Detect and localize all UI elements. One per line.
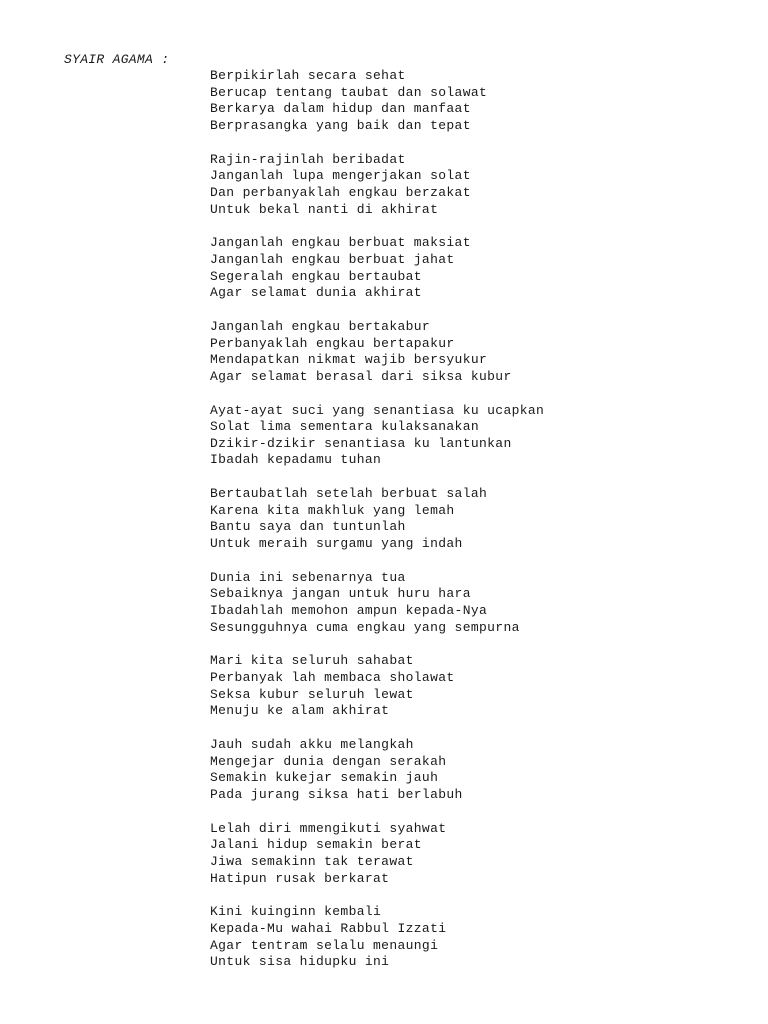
stanza-8 bbox=[210, 653, 544, 720]
poem-line: Janganlah lupa mengerjakan solat bbox=[210, 168, 471, 184]
poem-line: Jiwa semakinn tak terawat bbox=[210, 853, 414, 869]
poem-line: Agar selamat berasal dari siksa kubur bbox=[210, 368, 512, 384]
stanza-2 bbox=[210, 152, 544, 219]
stanza-7 bbox=[210, 570, 544, 637]
stanza-5 bbox=[210, 403, 544, 470]
poem-line: Dunia ini sebenarnya tua bbox=[210, 569, 406, 585]
poem-line: Lelah diri mmengikuti syahwat bbox=[210, 820, 447, 836]
poem-line: Berprasangka yang baik dan tepat bbox=[210, 117, 471, 133]
stanza-10 bbox=[210, 821, 544, 888]
poem-line: Solat lima sementara kulaksanakan bbox=[210, 419, 479, 435]
poem-line: Ayat-ayat suci yang senantiasa ku ucapkan bbox=[210, 402, 545, 418]
poem-line: Perbanyaklah engkau bertapakur bbox=[210, 335, 455, 351]
poem-line: Mari kita seluruh sahabat bbox=[210, 653, 414, 669]
poem-line: Bantu saya dan tuntunlah bbox=[210, 519, 406, 535]
poem-line: Jalani hidup semakin berat bbox=[210, 837, 422, 853]
poem-line: Hatipun rusak berkarat bbox=[210, 870, 390, 886]
poem-line: Berkarya dalam hidup dan manfaat bbox=[210, 101, 471, 117]
poem-line: Dan perbanyaklah engkau berzakat bbox=[210, 184, 471, 200]
poem-line: Mendapatkan nikmat wajib bersyukur bbox=[210, 352, 488, 368]
stanza-1 bbox=[210, 68, 544, 135]
poem-line: Karena kita makhluk yang lemah bbox=[210, 502, 455, 518]
poem-line: Bertaubatlah setelah berbuat salah bbox=[210, 486, 488, 502]
poem-line: Menuju ke alam akhirat bbox=[210, 703, 390, 719]
stanza-9 bbox=[210, 737, 544, 804]
poem-line: Berpikirlah secara sehat bbox=[210, 68, 406, 83]
poem-line: Dzikir-dzikir senantiasa ku lantunkan bbox=[210, 435, 512, 451]
stanza-6 bbox=[210, 486, 544, 553]
poem-line: Berucap tentang taubat dan solawat bbox=[210, 84, 488, 100]
poem-line: Agar selamat dunia akhirat bbox=[210, 285, 422, 301]
poem-line: Kini kuinginn kembali bbox=[210, 904, 382, 920]
stanza-11 bbox=[210, 904, 544, 971]
poem-line: Untuk meraih surgamu yang indah bbox=[210, 536, 463, 552]
poem-line: Sesungguhnya cuma engkau yang sempurna bbox=[210, 619, 520, 635]
poem-line: Semakin kukejar semakin jauh bbox=[210, 770, 439, 786]
stanza-3 bbox=[210, 235, 544, 302]
poem-line: Janganlah engkau berbuat maksiat bbox=[210, 235, 471, 251]
poem-line: Agar tentram selalu menaungi bbox=[210, 937, 439, 953]
poem-line: Ibadah kepadamu tuhan bbox=[210, 452, 382, 468]
poem-line: Jauh sudah akku melangkah bbox=[210, 737, 414, 752]
poem-title: SYAIR AGAMA : bbox=[64, 52, 170, 67]
poem-line: Janganlah engkau berbuat jahat bbox=[210, 251, 455, 267]
poem-line: Sebaiknya jangan untuk huru hara bbox=[210, 586, 471, 602]
poem-line: Janganlah engkau bertakabur bbox=[210, 318, 431, 334]
poem-line: Perbanyak lah membaca sholawat bbox=[210, 670, 455, 686]
poem-line: Untuk sisa hidupku ini bbox=[210, 954, 390, 970]
poem-line: Kepada-Mu wahai Rabbul Izzati bbox=[210, 920, 447, 936]
poem-line: Ibadahlah memohon ampun kepada-Nya bbox=[210, 603, 488, 619]
poem-line: Pada jurang siksa hati berlabuh bbox=[210, 786, 463, 802]
poem-line: Segeralah engkau bertaubat bbox=[210, 268, 422, 284]
poem-line: Seksa kubur seluruh lewat bbox=[210, 686, 414, 702]
stanza-4 bbox=[210, 319, 544, 386]
poem-line: Rajin-rajinlah beribadat bbox=[210, 151, 406, 167]
poem-line: Mengejar dunia dengan serakah bbox=[210, 753, 447, 769]
poem-line: Untuk bekal nanti di akhirat bbox=[210, 201, 439, 217]
poem-body bbox=[210, 68, 544, 988]
